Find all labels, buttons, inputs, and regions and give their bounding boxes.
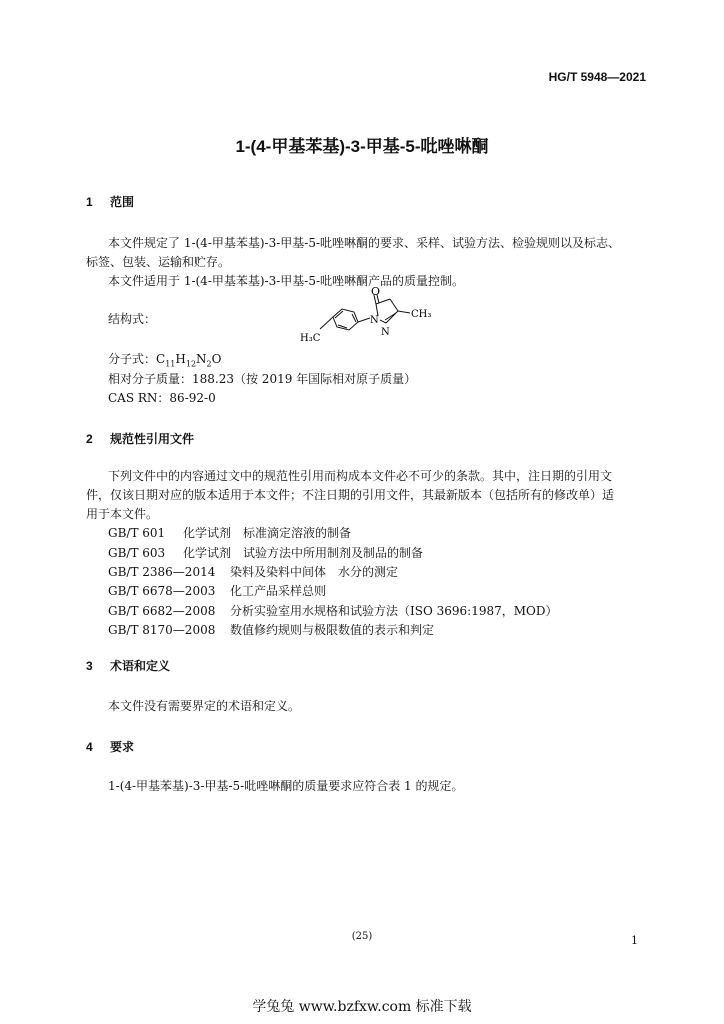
- reference-title: 分析实验室用水规格和试验方法（ISO 3696:1987，MOD）: [230, 604, 558, 618]
- oxygen-atom-label: O: [371, 285, 381, 298]
- structure-label: 结构式：: [108, 312, 157, 326]
- section-number: 4: [86, 740, 93, 754]
- reference-code: GB/T 6682—2008: [108, 604, 216, 618]
- reference-code: GB/T 6678—2003: [108, 584, 216, 598]
- reference-title: 染料及染料中间体 水分的测定: [230, 565, 399, 579]
- section-number: 2: [86, 432, 93, 446]
- tolyl-methyl-label: H₃C: [300, 333, 321, 344]
- formula-c-count: 11: [165, 359, 176, 369]
- reference-title: 化学试剂 试验方法中所用制剂及制品的制备: [183, 546, 424, 560]
- page-number: 1: [631, 934, 638, 947]
- normative-paragraph-cont-2: 用于本文件。: [86, 507, 159, 521]
- reference-item: [108, 621, 434, 638]
- reference-code: GB/T 2386—2014: [108, 565, 216, 579]
- scope-paragraph-1-cont: 标签、包装、运输和贮存。: [86, 255, 231, 269]
- reference-item: [108, 563, 398, 580]
- section-heading-2: [86, 430, 194, 447]
- section-heading-3: [86, 657, 170, 674]
- section-title: 范围: [110, 195, 135, 209]
- section-title: 规范性引用文件: [110, 432, 195, 446]
- formula-n-count: 2: [206, 359, 212, 369]
- formula-n: N: [196, 352, 207, 366]
- doc-code: HG/T 5948—2021: [548, 70, 646, 84]
- reference-title: 数值修约规则与极限数值的表示和判定: [230, 623, 435, 637]
- scope-paragraph-2: 本文件适用于 1-(4-甲基苯基)-3-甲基-5-吡唑啉酮产品的质量控制。: [108, 274, 465, 288]
- reference-item: [108, 544, 423, 561]
- reference-code: GB/T 603: [108, 546, 166, 560]
- formula-h: H: [175, 352, 186, 366]
- formula-c: C: [156, 352, 166, 366]
- nitrogen-atom-label: N: [370, 315, 379, 326]
- formula-o: O: [211, 352, 222, 366]
- normative-paragraph: 下列文件中的内容通过文中的规范性引用而构成本文件必不可少的条款。其中，注日期的引用文: [108, 469, 613, 483]
- terms-paragraph: 本文件没有需要界定的术语和定义。: [108, 699, 301, 713]
- reference-code: GB/T 601: [108, 526, 166, 540]
- reference-item: [108, 524, 351, 541]
- methyl-label: CH₃: [411, 309, 432, 320]
- reference-title: 化工产品采样总则: [230, 584, 327, 598]
- reference-item: [108, 602, 557, 619]
- section-title: 要求: [110, 740, 135, 754]
- section-heading-4: [86, 738, 134, 755]
- watermark-text: 学兔兔 www.bzfxw.com 标准下载: [252, 999, 472, 1015]
- section-number: 1: [86, 195, 93, 209]
- requirements-paragraph: 1-(4-甲基苯基)-3-甲基-5-吡唑啉酮的质量要求应符合表 1 的规定。: [108, 779, 464, 793]
- page-title: 1-(4-甲基苯基)-3-甲基-5-吡唑啉酮: [235, 137, 489, 156]
- page-mark: (25): [351, 931, 373, 942]
- reference-title: 化学试剂 标准滴定溶液的制备: [183, 526, 352, 540]
- reference-code: GB/T 8170—2008: [108, 623, 216, 637]
- section-number: 3: [86, 659, 93, 673]
- formula-h-count: 12: [185, 359, 197, 369]
- formula-label: 分子式：: [108, 352, 157, 366]
- section-heading-1: [86, 193, 134, 210]
- reference-item: [108, 582, 326, 599]
- molecular-formula: [108, 350, 221, 368]
- cas-number: CAS RN：86-92-0: [108, 391, 216, 405]
- normative-paragraph-cont-1: 件，仅该日期对应的版本适用于本文件；不注日期的引用文件，其最新版本（包括所有的修改单）适: [86, 488, 615, 502]
- structural-formula: [290, 285, 470, 353]
- molecular-mass: 相对分子质量：188.23（按 2019 年国际相对原子质量）: [108, 372, 417, 386]
- nitrogen-atom-label-2: N: [381, 327, 390, 338]
- section-title: 术语和定义: [110, 659, 171, 673]
- scope-paragraph-1: 本文件规定了 1-(4-甲基苯基)-3-甲基-5-吡唑啉酮的要求、采样、试验方法、检验规则以及标志、: [108, 236, 621, 250]
